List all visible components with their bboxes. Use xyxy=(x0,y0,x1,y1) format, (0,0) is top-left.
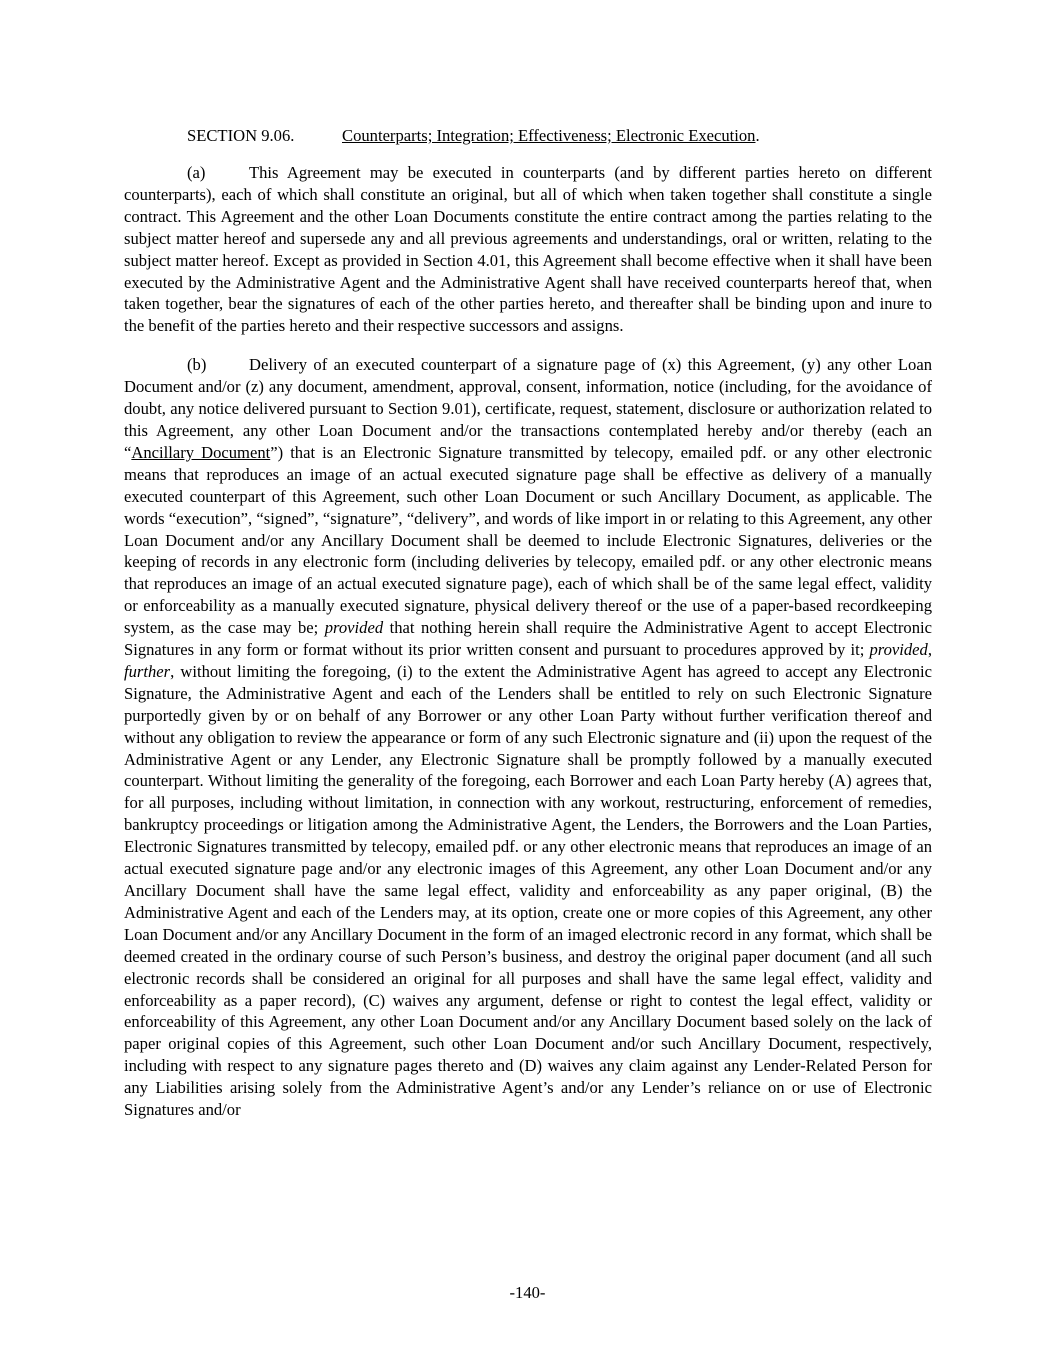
section-title: Counterparts; Integration; Effectiveness; Electronic Execution xyxy=(342,126,756,145)
section-heading xyxy=(124,126,932,146)
paragraph-a xyxy=(124,162,932,337)
proviso-provided-2: provided xyxy=(869,640,928,660)
proviso-further: further xyxy=(124,661,171,681)
section-title-period: . xyxy=(755,126,760,145)
paragraph-b-label: (b) xyxy=(187,355,207,375)
paragraph-b xyxy=(124,354,932,1121)
defined-term-ancillary-document: Ancillary Document xyxy=(131,442,271,462)
page-number: -140- xyxy=(509,1283,546,1302)
paragraph-b-text-2: ”) that is an Electronic Signature transmitted by telecopy, emailed pdf. or any other electronic means that reproduces an image of an actual executed signature page shall be effective as delivery of a manually executed counterpart of this Agreement, such other Loan Document or such Ancillary Document, as applicable. The words “execution”, “signed”, “signature”, “delivery”, and words of like import in or relating to this Agreement, any other Loan Document and/or any Ancillary Document shall be deemed to include Electronic Signatures, deliveries or the keeping of records in any electronic form (including deliveries by telecopy, emailed pdf. or any other electronic means that reproduces an image of an actual executed signature page), each of which shall be of the same legal effect, validity or enforceability as a manually executed signature, physical delivery thereof or the use of a paper-based recordkeeping system, as the case may be; xyxy=(124,442,932,638)
paragraph-a-text: This Agreement may be executed in counterparts (and by different parties hereto on different counterparts), each of which shall constitute an original, but all of which when taken together shall constitute a single contract. This Agreement and the other Loan Documents constitute the entire contract among the parties relating to the subject matter hereof and supersede any and all previous agreements and understandings, oral or written, relating to the subject matter hereof. Except as provided in Section 4.01, this Agreement shall become effective when it shall have been executed by the Administrative Agent and the Administrative Agent shall have received counterparts hereof that, when taken together, bear the signatures of each of the other parties hereto, and thereafter shall be binding upon and inure to the benefit of the parties hereto and their respective successors and assigns. xyxy=(124,163,932,336)
paragraph-b-text-3: that nothing herein shall require the Administrative Agent to accept Electronic Signatures in any form or format without its prior written consent and pursuant to procedures approved by it; xyxy=(124,618,932,660)
paragraph-b-text-5: , without limiting the foregoing, (i) to the extent the Administrative Agent has agreed to accept any Electronic Signature, the Administrative Agent and each of the Lenders shall be entitled to rely on such Electronic Signature purportedly given by or on behalf of any Borrower or any other Loan Party without further verification thereof and without any obligation to review the appearance or form of any such Electronic signature and (ii) upon the request of the Administrative Agent or any Lender, any Electronic Signature shall be promptly followed by a manually executed counterpart. Without limiting the generality of the foregoing, each Borrower and each Loan Party hereby (A) agrees that, for all purposes, including without limitation, in connection with any workout, restructuring, enforcement of remedies, bankruptcy proceedings or litigation among the Administrative Agent, the Lenders, the Borrowers and the Loan Parties, Electronic Signatures transmitted by telecopy, emailed pdf. or any other electronic means that reproduces an image of an actual executed signature page and/or any electronic images of this Agreement, any other Loan Document and/or any Ancillary Document shall have the same legal effect, validity and enforceability as any paper original, (B) the Administrative Agent and each of the Lenders may, at its option, create one or more copies of this Agreement, any other Loan Document and/or any Ancillary Document in the form of an imaged electronic record in any format, which shall be deemed created in the ordinary course of such Person’s business, and destroy the original paper document (and all such electronic records shall be considered an original for all purposes and shall have the same legal effect, validity and enforceability as a paper record), (C) waives any argument, defense or right to contest the legal effect, validity or enforceability of this Agreement, any other Loan Document and/or any Ancillary Document based solely on the lack of paper original copies of this Agreement, such other Loan Document and/or such Ancillary Document, respectively, including with respect to any signature pages thereto and (D) waives any claim against any Lender-Related Person for any Liabilities arising solely from the Administrative Agent’s and/or any Lender’s reliance on or use of Electronic Signatures and/or xyxy=(124,661,932,1120)
paragraph-a-label: (a) xyxy=(187,163,206,182)
paragraph-b-text-4: , xyxy=(927,640,932,660)
section-number: SECTION 9.06. xyxy=(187,126,295,145)
proviso-provided: provided xyxy=(324,618,384,638)
document-page xyxy=(124,126,932,1138)
paragraph-b-text-1: Delivery of an executed counterpart of a signature page of (x) this Agreement, (y) any other Loan Document and/or (z) any document, amendment, approval, consent, information, notice (including, for the avoidance of doubt, any notice delivered pursuant to Section 9.01), certificate, request, statement, disclosure or authorization related to this Agreement, any other Loan Document and/or the transactions contemplated hereby and/or thereby (each an “ xyxy=(124,355,932,462)
